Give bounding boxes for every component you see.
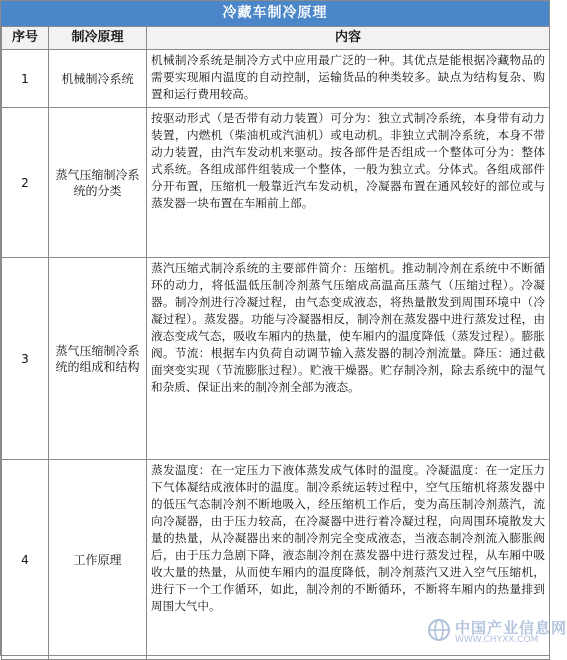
table-title: 冷藏车制冷原理 (1, 1, 549, 26)
row-principle: 蒸气压缩制冷系统的组成和结构 (49, 258, 147, 460)
refrigeration-principles-table (1, 26, 550, 660)
table-row (2, 50, 550, 108)
header-row (2, 27, 550, 50)
row-content-text: 蒸汽压缩式制冷系统的主要部件简介：压缩机。推动制冷剂在系统中不断循环的动力，将低温低压制冷剂蒸气压缩成高温高压蒸气（压缩过程）。冷凝器。制冷剂进行冷凝过程，由气态变成液态，将热量散发到周围环境中（冷凝过程）。蒸发器。功能与冷凝器相反，制冷剂在蒸发器中进行蒸发过程，由液态变成气态，吸收车厢内的热量，使车厢内的温度降低（蒸发过程）。膨胀阀。节流：根据车内负荷自动调节输入蒸发器的制冷剂流量。降压：通过截面突变实现（节流膨胀过程）。贮液干燥器。贮存制冷剂，除去系统中的湿气和杂质、保证出来的制冷剂全部为液态。 (151, 261, 545, 394)
row-content-text: 机械制冷系统是制冷方式中应用最广泛的一种。其优点是能根据冷藏物品的需要实现厢内温度的自动控制，运输货品的种类较多。缺点为结构复杂、购置和运行费用较高。 (151, 53, 545, 101)
table-row (2, 258, 550, 460)
row-principle: 工作原理 (49, 460, 147, 660)
watermark-text: 中国产业信息网 (455, 619, 567, 637)
row-content-text: 蒸发温度：在一定压力下液体蒸发成气体时的温度。冷凝温度：在一定压力下气体凝结成液体时的温度。制冷系统运转过程中，空气压缩机将蒸发器中的低压气态制冷剂不断地吸入，经压缩机工作后，变为高压制冷剂蒸汽，流向冷凝器，由于压力较高，在冷凝器中进行着冷凝过程，向周围环境散发大量的热量，从冷凝器出来的制冷剂完全变成液态，当液态制冷剂流入膨胀阀后，由于压力急剧下降，液态制冷剂在蒸发器中进行蒸发过程，从车厢中吸收大量的热量，从而使车厢内的温度降低，制冷剂蒸汽又进入空气压缩机，进行下一个工作循环，如此，制冷剂的不断循环，不断将车厢内的热量排到周围大气中。 (151, 463, 545, 613)
row-number: 4 (2, 460, 49, 660)
row-principle: 蒸气压缩制冷系统的分类 (49, 108, 147, 258)
row-content-text: 按驱动形式（是否带有动力装置）可分为：独立式制冷系统，本身带有动力装置，内燃机（柴油机或汽油机）或电动机。非独立式制冷系统，本身不带动力装置，由汽车发动机来驱动。按各部件是否组成一个整体可分为：整体式系统。各组成部件组装成一个整体，一般为独立式。分体式。各组成部件分开布置，压缩机一般靠近汽车发动机，冷凝器布置在通风较好的部位或与蒸发器一块布置在车厢前上部。 (151, 111, 545, 210)
row-principle: 机械制冷系统 (49, 50, 147, 108)
watermark (425, 615, 567, 649)
table-row (2, 108, 550, 258)
watermark-url: WWW.CHYXX.COM (455, 635, 539, 645)
row-content (147, 50, 550, 108)
header-no: 序号 (2, 27, 49, 50)
row-number: 3 (2, 258, 49, 460)
header-content: 内容 (147, 27, 550, 50)
header-principle: 制冷原理 (49, 27, 147, 50)
row-content (147, 258, 550, 460)
row-number: 2 (2, 108, 49, 258)
row-content (147, 108, 550, 258)
globe-logo-icon (427, 618, 451, 642)
row-number: 1 (2, 50, 49, 108)
